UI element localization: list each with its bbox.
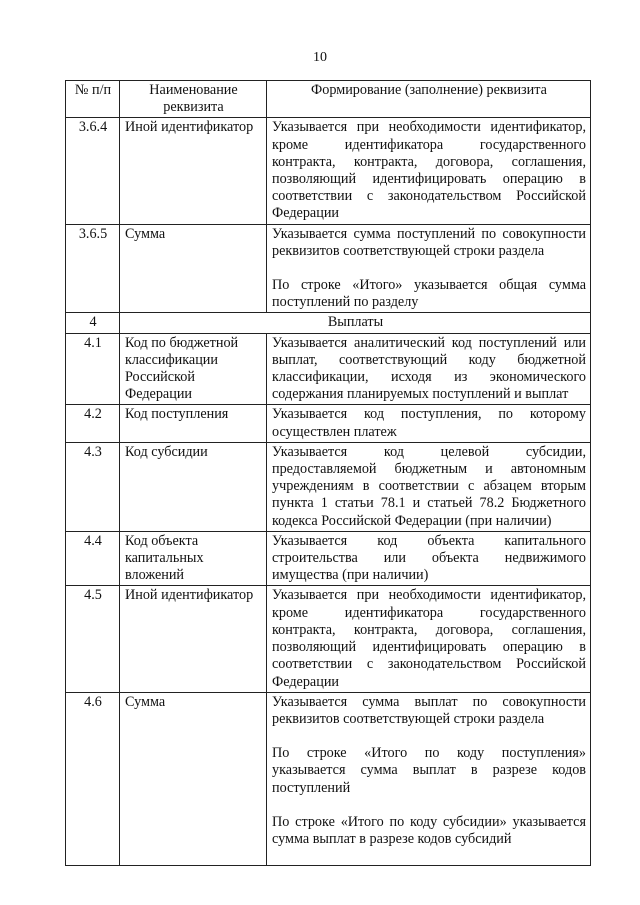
row-desc-paragraph: По строке «Итого по коду поступления» указывается сумма выплат в разрезе кодов поступлений	[272, 745, 586, 796]
row-desc-paragraph: Указывается код объекта капитального строительства или объекта недвижимого имущества (при наличии)	[272, 532, 586, 584]
row-name: Сумма	[120, 224, 267, 313]
table-row	[66, 531, 591, 586]
row-desc-paragraph: По строке «Итого» указывается общая сумма поступлений по разделу	[272, 277, 586, 311]
row-desc-paragraph: Указывается сумма поступлений по совокупности реквизитов соответствующей строки раздела	[272, 225, 586, 259]
row-name: Сумма	[120, 692, 267, 865]
section-row	[66, 313, 591, 333]
page-number: 10	[313, 50, 327, 65]
section-num: 4	[66, 313, 120, 333]
row-desc	[267, 333, 591, 405]
table-row	[66, 118, 591, 224]
table-row	[66, 405, 591, 442]
paragraph-gap	[272, 728, 586, 745]
row-num: 3.6.4	[66, 118, 120, 224]
row-name: Код по бюджетной классификации Российской Федерации	[120, 333, 267, 405]
row-desc-paragraph: Указывается при необходимости идентификатор, кроме идентификатора государственного контракта, контракта, договора, соглашения, позволяющий идентифицировать операцию в соответствии с законодательством Российской Федерации	[272, 119, 586, 222]
row-desc-paragraph: Указывается аналитический код поступлений или выплат, соответствующий коду бюджетной классификации, исходя из экономического содержания планируемых поступлений и выплат	[272, 334, 586, 403]
header-num: № п/п	[66, 81, 120, 118]
row-desc-paragraph: По строке «Итого по коду субсидии» указывается сумма выплат в разрезе кодов субсидий	[272, 813, 586, 847]
row-name: Код субсидии	[120, 442, 267, 531]
header-name: Наименование реквизита	[120, 81, 267, 118]
row-name: Иной идентификатор	[120, 586, 267, 692]
paragraph-gap	[272, 260, 586, 277]
row-num: 4.6	[66, 692, 120, 865]
section-title: Выплаты	[120, 313, 591, 333]
row-num: 4.2	[66, 405, 120, 442]
row-desc-paragraph: Указывается код целевой субсидии, предоставляемой бюджетным и автономным учреждениям в соответствии с абзацем вторым пункта 1 статьи 78.1 и статьей 78.2 Бюджетного кодекса Российской Федерации (при наличии)	[272, 443, 586, 529]
row-name: Код объекта капитальных вложений	[120, 531, 267, 586]
paragraph-gap	[272, 797, 586, 814]
requisites-table	[65, 80, 591, 866]
row-desc-paragraph: Указывается при необходимости идентификатор, кроме идентификатора государственного контракта, контракта, договора, соглашения, позволяющий идентифицировать операцию в соответствии с законодательством Российской Федерации	[272, 587, 586, 690]
row-desc	[267, 692, 591, 865]
row-desc-paragraph: Указывается сумма выплат по совокупности реквизитов соответствующей строки раздела	[272, 693, 586, 727]
table-row	[66, 224, 591, 313]
cell-bottom-space	[272, 848, 586, 864]
row-num: 4.1	[66, 333, 120, 405]
row-num: 3.6.5	[66, 224, 120, 313]
row-name: Иной идентификатор	[120, 118, 267, 224]
row-name: Код поступления	[120, 405, 267, 442]
table-header-row	[66, 81, 591, 118]
table-row	[66, 586, 591, 692]
row-desc	[267, 405, 591, 442]
table-row	[66, 333, 591, 405]
row-desc	[267, 586, 591, 692]
table-row	[66, 442, 591, 531]
row-desc	[267, 531, 591, 586]
row-desc	[267, 118, 591, 224]
row-num: 4.4	[66, 531, 120, 586]
row-desc-paragraph: Указывается код поступления, по которому осуществлен платеж	[272, 406, 586, 440]
row-desc	[267, 442, 591, 531]
row-num: 4.5	[66, 586, 120, 692]
table-row	[66, 692, 591, 865]
row-num: 4.3	[66, 442, 120, 531]
row-desc	[267, 224, 591, 313]
header-formation: Формирование (заполнение) реквизита	[267, 81, 591, 118]
